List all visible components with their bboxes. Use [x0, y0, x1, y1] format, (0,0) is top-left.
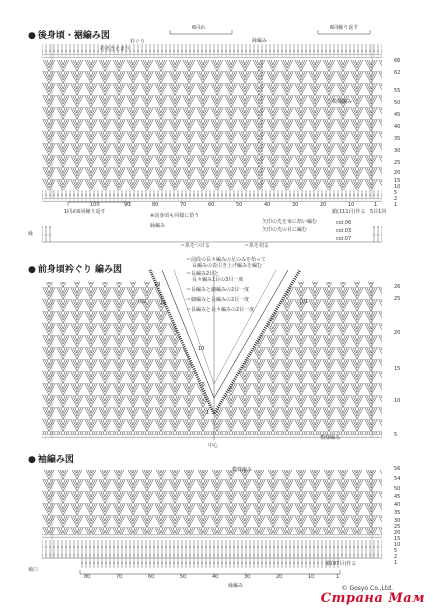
back-row-number: 1 [394, 202, 398, 208]
back-row-number: 45 [394, 112, 401, 118]
sleeve-row-number: 25 [394, 524, 401, 530]
back-row-number: 40 [394, 124, 401, 130]
back-col-number: 100 [90, 202, 100, 208]
back-col-number: 90 [124, 202, 131, 208]
back-col-number: 1 [374, 202, 378, 208]
sleeve-chart [42, 470, 382, 574]
front-row-number: 10 [198, 346, 205, 352]
front-row-number: 1 [206, 410, 210, 416]
front-note-2b: 長々編み1目の3目一度 [192, 277, 244, 283]
legend-1: 矢印の先を束に拾い編む [262, 219, 318, 225]
sleeve-row-number: 30 [394, 518, 401, 524]
front-title: ● 前身頃衿ぐり 編み図 [28, 262, 122, 275]
front-note-5: ＝長編みと長々編みの2目一度 [186, 307, 255, 313]
repeat-label-left: 6回め [192, 25, 206, 31]
back-col-number: 20 [320, 202, 327, 208]
sleeve-row-number: 15 [394, 536, 401, 542]
sleeve-col-number: 70 [116, 574, 123, 580]
front-row-number: 5 [202, 382, 206, 388]
base-label: 鎖(111目)作る [332, 209, 366, 215]
sleeve-col-number: 30 [244, 574, 251, 580]
col-1: col.06 [336, 220, 352, 226]
sleeve-row-number: 54 [394, 476, 401, 482]
repeat-label-right: 6回繰り返す [330, 25, 359, 31]
sleeve-col-number: 80 [84, 574, 91, 580]
front-note-3: ＝長編みと細編みの2目一度 [186, 287, 250, 293]
front-row-number: 15 [160, 300, 167, 306]
sleeve-base-label: 鎖(87目)作る [326, 561, 357, 567]
fig-1-label: 図1 [300, 299, 309, 305]
sleeve-col-number: 50 [180, 574, 187, 580]
sleeve-edge-label: 縁編み [228, 583, 244, 589]
edge-left-label: 縁 [28, 231, 34, 237]
front-row-number: 15 [394, 366, 401, 372]
neck-label: 衿ぐり [130, 39, 146, 45]
back-col-number: 30 [292, 202, 299, 208]
back-row-number: 15 [394, 178, 401, 184]
neck-end-label: 衿あき止まり [100, 46, 131, 52]
stitch-top-label: 縁編み [252, 38, 268, 44]
sleeve-cuff-label: 袖口 [28, 567, 39, 573]
sleeve-row-number: 40 [394, 502, 401, 508]
back-row-number: 66 [394, 58, 401, 64]
edge-note: ※前身頃も同様に拾う [150, 213, 200, 219]
back-row-number: 25 [394, 160, 401, 166]
sleeve-row-number: 5 [394, 548, 398, 554]
back-col-number: 80 [152, 202, 159, 208]
sleeve-row-number: 56 [394, 466, 401, 472]
back-col-number: 40 [264, 202, 271, 208]
front-row-number: 20 [394, 330, 401, 336]
back-row-number: 50 [394, 100, 401, 106]
symbol-2: ＝糸を切る [244, 243, 270, 249]
back-row-number: 5 [394, 190, 398, 196]
back-row-number: 55 [394, 88, 401, 94]
col-2: col.03 [336, 228, 352, 234]
fig-2-label: 図2 [138, 299, 147, 305]
back-row-number: 30 [394, 148, 401, 154]
repeat-bottom-right: 5目1回 [370, 209, 387, 215]
front-row-number: 19 [154, 282, 161, 288]
back-row-number: 62 [394, 70, 401, 76]
symbol-1: ＝糸をつける [180, 243, 211, 249]
sleeve-pattern-label: 模様編み [232, 467, 253, 473]
sleeve-row-number: 50 [394, 486, 401, 492]
sleeve-row-number: 35 [394, 510, 401, 516]
copyright: © Gosyo Co.,Ltd. [341, 585, 393, 592]
back-row-number: 20 [394, 170, 401, 176]
front-row-number: 10 [394, 398, 401, 404]
front-row-number: 26 [394, 284, 401, 290]
back-col-number: 50 [236, 202, 243, 208]
edge-label: 縁編み [150, 223, 166, 229]
sleeve-col-number: 10 [308, 574, 315, 580]
back-col-number: 70 [180, 202, 187, 208]
sleeve-title: ● 袖編み図 [28, 452, 74, 465]
legend-2: 矢印の先の目に編む [262, 227, 308, 233]
sleeve-col-number: 1 [336, 574, 340, 580]
sleeve-col-number: 20 [276, 574, 283, 580]
back-title: ● 後身頃・裾編み図 [28, 28, 110, 41]
back-col-number: 60 [208, 202, 215, 208]
front-note-2: ＝長編み2目と [186, 271, 220, 277]
front-row-number: 25 [394, 296, 401, 302]
sleeve-row-number: 10 [394, 542, 401, 548]
sleeve-row-number: 45 [394, 494, 401, 500]
front-row-number: 5 [394, 432, 398, 438]
sleeve-row-number: 2 [394, 554, 398, 560]
sleeve-row-number: 20 [394, 530, 401, 536]
back-row-number: 35 [394, 136, 401, 142]
watermark: Страна Мам [320, 591, 425, 606]
col-3: col.07 [336, 236, 352, 242]
sleeve-col-number: 60 [148, 574, 155, 580]
repeat-bottom-left: 1回め6回繰り返す [64, 209, 106, 215]
sleeve-col-number: 40 [212, 574, 219, 580]
back-row-number: 10 [394, 184, 401, 190]
pattern-label: 模様編み [332, 99, 353, 105]
front-note-4: ＝細編みと長編みの2目一度 [186, 297, 250, 303]
back-col-number: 10 [348, 202, 355, 208]
front-note-1: ＝前段の長々編みの足のみを拾って [186, 257, 267, 263]
back-row-number: 2 [394, 196, 398, 202]
front-note-1b: 長編みの表引き上げ編みを編む [192, 263, 263, 269]
sleeve-row-number: 1 [394, 560, 398, 566]
center-label: 中心 [208, 443, 219, 449]
front-pattern-label: 模様編み [320, 435, 341, 441]
